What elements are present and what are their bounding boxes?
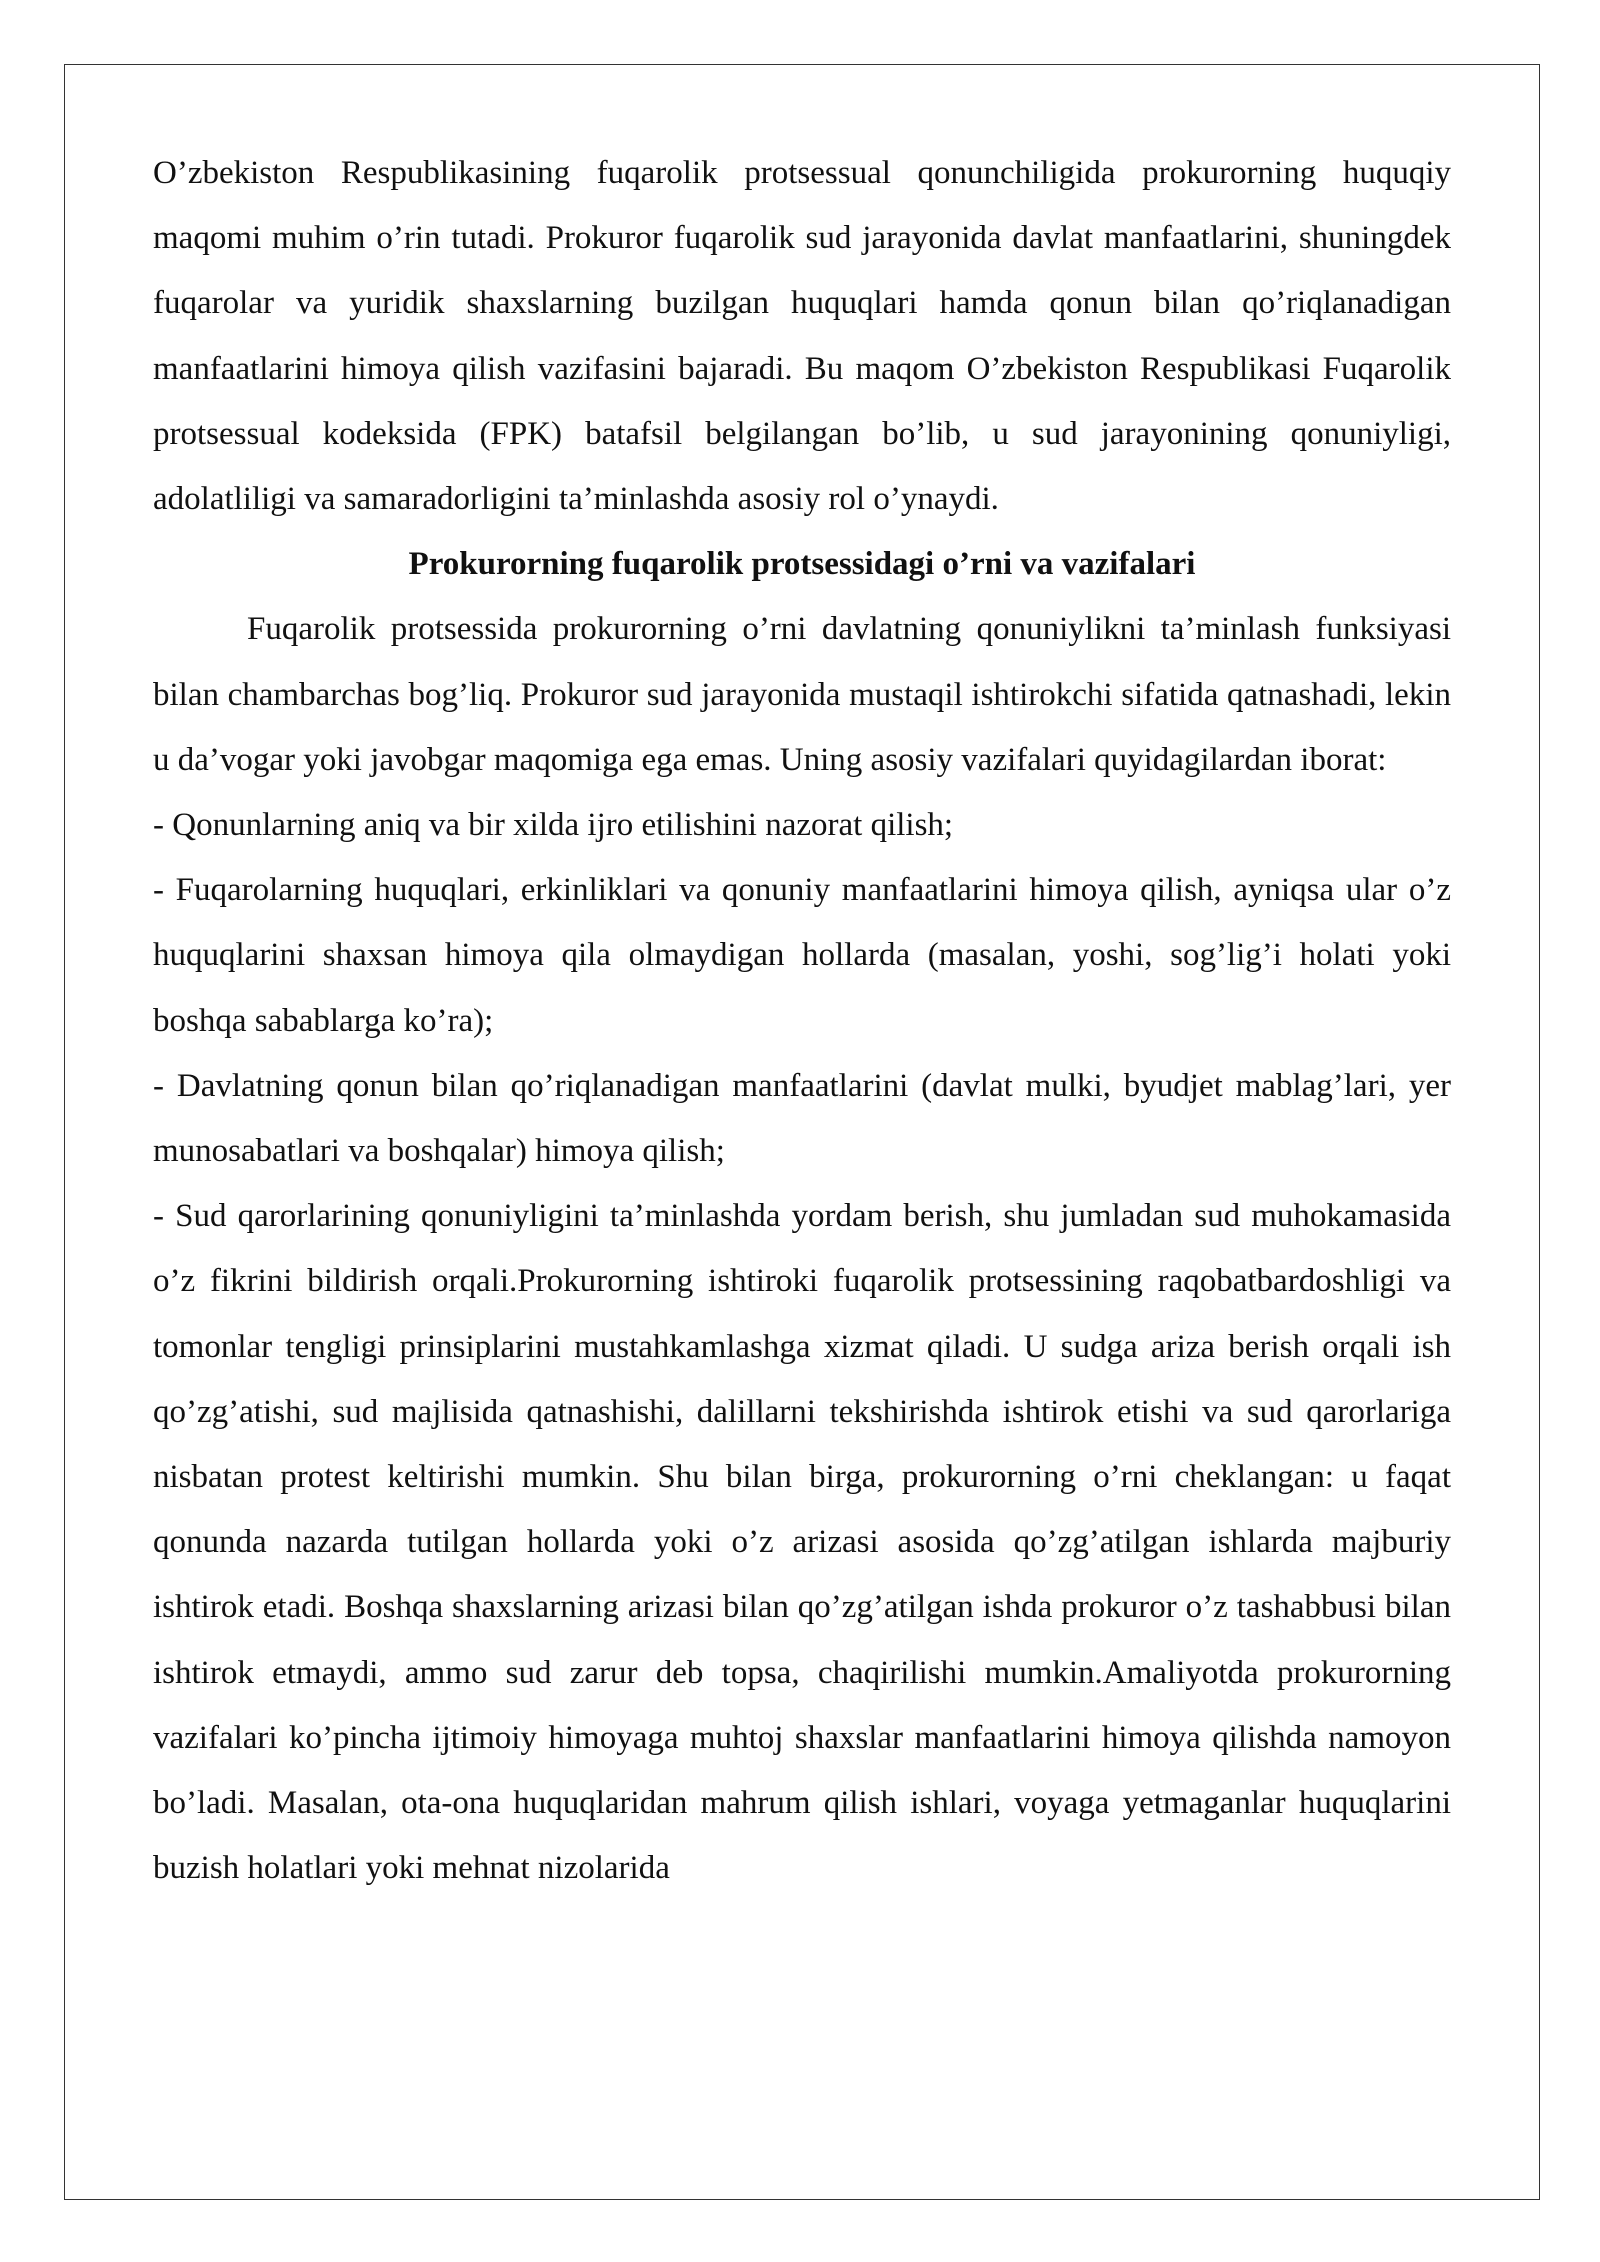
list-item: - Sud qarorlarining qonuniyligini ta’minlashda yordam berish, shu jumladan sud muhokamasida o’z fikrini bildirish orqali.Prokurorning ishtiroki fuqarolik protsessining raqobatbardoshligi va tomonlar tengligi prinsiplarini mustahkamlashga xizmat qiladi. U sudga ariza berish orqali ish qo’zg’atishi, sud majlisida qatnashishi, dalillarni tekshirishda ishtirok etishi va sud qarorlariga nisbatan protest keltirishi mumkin. Shu bilan birga, prokurorning o’rni cheklangan: u faqat qonunda nazarda tutilgan hollarda yoki o’z arizasi asosida qo’zg’atilgan ishlarda majburiy ishtirok etadi. Boshqa shaxslarning arizasi bilan qo’zg’atilgan ishda prokuror o’z tashabbusi bilan ishtirok etmaydi, ammo sud zarur deb topsa, chaqirilishi mumkin.Amaliyotda prokurorning vazifalari ko’pincha ijtimoiy himoyaga muhtoj shaxslar manfaatlarini himoya qilishda namoyon bo’ladi. Masalan, ota-ona huquqlaridan mahrum qilish ishlari, voyaga yetmaganlar huquqlarini buzish holatlari yoki mehnat nizolarida — [153, 1198, 1451, 1887]
list-item: - Davlatning qonun bilan qo’riqlanadigan manfaatlarini (davlat mulki, byudjet mablag’lari, yer munosabatlari va boshqalar) himoya qilish; — [153, 1067, 1451, 1170]
list-item: - Qonunlarning aniq va bir xilda ijro etilishini nazorat qilish; — [153, 807, 954, 844]
document-body — [153, 141, 1451, 1901]
section-heading: Prokurorning fuqarolik protsessidagi o’rni va vazifalari — [408, 546, 1196, 583]
list-item: - Fuqarolarning huquqlari, erkinliklari va qonuniy manfaatlarini himoya qilish, ayniqsa ular o’z huquqlarini shaxsan himoya qila olmaydigan hollarda (masalan, yoshi, sog’lig’i holati yoki boshqa sabablarga ko’ra); — [153, 872, 1451, 1039]
section-paragraph: Fuqarolik protsessida prokurorning o’rni davlatning qonuniylikni ta’minlash funksiyasi bilan chambarchas bog’liq. Prokuror sud jarayonida mustaqil ishtirokchi sifatida qatnashadi, lekin u da’vogar yoki javobgar maqomiga ega emas. Uning asosiy vazifalari quyidagilardan iborat: — [153, 611, 1451, 778]
intro-paragraph: O’zbekiston Respublikasining fuqarolik protsessual qonunchiligida prokurorning huquqiy maqomi muhim o’rin tutadi. Prokuror fuqarolik sud jarayonida davlat manfaatlarini, shuningdek fuqarolar va yuridik shaxslarning buzilgan huquqlari hamda qonun bilan qo’riqlanadigan manfaatlarini himoya qilish vazifasini bajaradi. Bu maqom O’zbekiston Respublikasi Fuqarolik protsessual kodeksida (FPK) batafsil belgilangan bo’lib, u sud jarayonining qonuniyligi, adolatliligi va samaradorligini ta’minlashda asosiy rol o’ynaydi. — [153, 155, 1451, 518]
